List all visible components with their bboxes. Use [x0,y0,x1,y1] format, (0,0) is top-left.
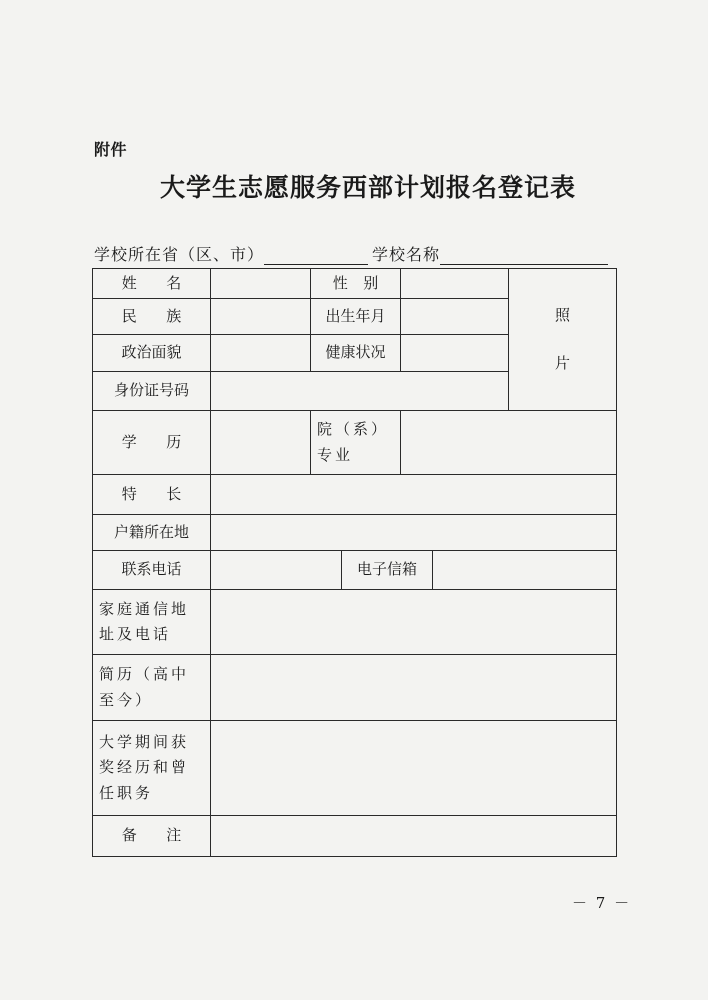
health-label: 健康状况 [325,343,386,362]
health-value-cell[interactable] [400,334,509,372]
hukou-value-cell[interactable] [210,514,617,551]
political-label: 政治面貌 [121,343,182,362]
ethnicity-value-cell[interactable] [210,298,311,335]
specialty-label-char-1: 特 [121,484,137,503]
phone-value-cell[interactable] [210,550,342,590]
photo-label-char-2: 片 [554,353,570,372]
phone-label-cell [92,550,211,590]
health-label-cell [310,334,401,372]
school-info-line [94,242,608,265]
specialty-label-cell [92,474,211,515]
home-address-value-cell[interactable] [210,589,617,655]
email-label: 电子信箱 [356,560,417,579]
attachment-label: 附件 [94,140,128,159]
birth-label: 出生年月 [325,306,386,325]
gender-value-cell[interactable] [400,268,509,299]
education-value-cell[interactable] [210,410,311,475]
form-title: 大学生志愿服务西部计划报名登记表 [159,173,576,202]
email-label-cell [341,550,433,590]
birth-value-cell[interactable] [400,298,509,335]
resume-value-cell[interactable] [210,654,617,721]
resume-label: 简历（高中至今） [99,665,190,709]
ethnicity-label-char-2: 族 [166,306,182,325]
political-value-cell[interactable] [210,334,311,372]
hukou-label-cell [92,514,211,551]
major-label-cell [310,410,401,475]
education-label-cell [92,410,211,475]
name-label-char-1: 姓 [121,273,137,292]
ethnicity-label-cell [92,298,211,335]
phone-label: 联系电话 [121,560,182,579]
education-label-char-2: 历 [166,432,182,451]
school-name-label: 学校名称 [372,245,441,264]
remarks-value-cell[interactable] [210,815,617,857]
school-name-blank[interactable] [440,246,608,265]
province-blank[interactable] [264,246,368,265]
gender-label-cell [310,268,401,299]
gender-label-char-2: 别 [363,273,379,292]
birth-label-cell [310,298,401,335]
resume-label-cell [92,654,211,721]
awards-label-cell [92,720,211,816]
remarks-label-cell [92,815,211,857]
photo-cell[interactable] [508,268,617,411]
remarks-label-char-2: 注 [166,826,182,845]
gender-label-char-1: 性 [332,273,348,292]
ethnicity-label-char-1: 民 [121,306,137,325]
awards-label: 大学期间获奖经历和曾任职务 [99,732,190,802]
major-value-cell[interactable] [400,410,617,475]
hukou-label: 户籍所在地 [113,522,189,541]
id-label-cell [92,371,211,411]
province-label: 学校所在省（区、市） [94,245,265,264]
home-address-label: 家庭通信地址及电话 [99,599,190,643]
remarks-label-char-1: 备 [121,826,137,845]
id-value-cell[interactable] [210,371,509,411]
photo-label-char-1: 照 [554,306,570,324]
awards-value-cell[interactable] [210,720,617,816]
name-label-cell [92,268,211,299]
email-value-cell[interactable] [432,550,617,590]
education-label-char-1: 学 [121,432,137,451]
major-label: 院（系）专业 [317,420,390,464]
name-value-cell[interactable] [210,268,311,299]
registration-form [93,269,617,857]
specialty-label-char-2: 长 [166,484,182,503]
political-label-cell [92,334,211,372]
page-number: － 7 － [572,894,632,912]
name-label-char-2: 名 [166,273,182,292]
specialty-value-cell[interactable] [210,474,617,515]
home-address-label-cell [92,589,211,655]
id-label: 身份证号码 [113,381,189,400]
